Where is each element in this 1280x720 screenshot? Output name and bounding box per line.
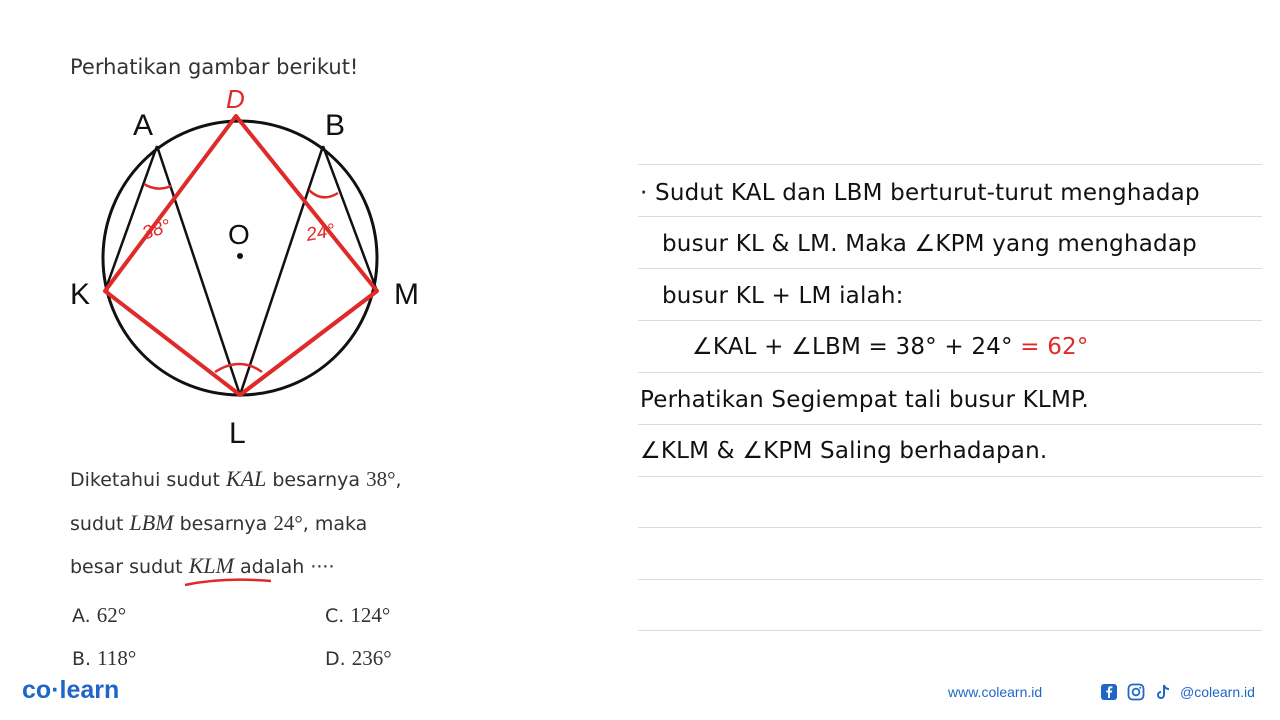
option-a[interactable]: A. 62°: [72, 603, 127, 627]
ruled-line: [638, 424, 1262, 425]
option-b[interactable]: B. 118°: [72, 646, 137, 670]
ruled-line: [638, 630, 1262, 631]
note-line-2: busur KL & LM. Maka ∠KPM yang menghadap: [662, 231, 1197, 257]
note-result: = 62°: [1020, 334, 1089, 360]
label-k: K: [70, 278, 91, 311]
red-underline: [183, 575, 275, 589]
option-d[interactable]: D. 236°: [325, 646, 392, 670]
ruled-line: [638, 216, 1262, 217]
note-line-6: ∠KLM & ∠KPM Saling berhadapan.: [640, 438, 1048, 464]
note-line-4: ∠KAL + ∠LBM = 38° + 24° = 62°: [692, 334, 1089, 360]
label-d: D: [226, 84, 245, 114]
tiktok-icon[interactable]: [1154, 683, 1172, 701]
chord-bl: [240, 146, 323, 395]
red-segment-lm: [240, 291, 377, 395]
center-point: [237, 253, 243, 259]
facebook-icon[interactable]: [1100, 683, 1118, 701]
question-title: Perhatikan gambar berikut!: [70, 55, 359, 79]
social-handle[interactable]: @colearn.id: [1180, 684, 1255, 700]
colearn-logo: co·learn: [22, 676, 120, 704]
instagram-icon[interactable]: [1127, 683, 1145, 701]
ruled-line: [638, 476, 1262, 477]
angle-lbm-label: 24°: [304, 220, 337, 246]
chord-ak: [105, 146, 157, 291]
label-m: M: [394, 278, 419, 311]
angle-arc-l: [215, 364, 262, 372]
circle-diagram: [62, 78, 442, 458]
chord-bm: [323, 146, 377, 291]
label-o: O: [228, 219, 250, 250]
question-line-3: besar sudut KLM adalah ····: [70, 553, 335, 579]
label-l: L: [229, 417, 246, 450]
label-a: A: [133, 109, 154, 142]
ruled-line: [638, 164, 1262, 165]
ruled-line: [638, 372, 1262, 373]
website-link[interactable]: www.colearn.id: [948, 684, 1043, 700]
angle-arc-a: [144, 184, 171, 189]
question-line-2: sudut LBM besarnya 24°, maka: [70, 510, 368, 535]
angle-arc-b: [309, 190, 338, 197]
ruled-line: [638, 320, 1262, 321]
angle-kal-label: 38°: [139, 215, 174, 245]
note-line-3: busur KL + LM ialah:: [662, 283, 904, 309]
chord-al: [157, 146, 240, 395]
ruled-line: [638, 527, 1262, 528]
question-line-1: Diketahui sudut KAL besarnya 38°,: [70, 466, 402, 491]
label-b: B: [325, 109, 346, 142]
ruled-line: [638, 579, 1262, 580]
note-line-5: Perhatikan Segiempat tali busur KLMP.: [640, 387, 1089, 413]
note-line-1: · Sudut KAL dan LBM berturut-turut menghadap: [640, 180, 1200, 206]
klm-highlight: KLM: [189, 553, 234, 579]
ruled-line: [638, 268, 1262, 269]
option-c[interactable]: C. 124°: [325, 603, 391, 627]
